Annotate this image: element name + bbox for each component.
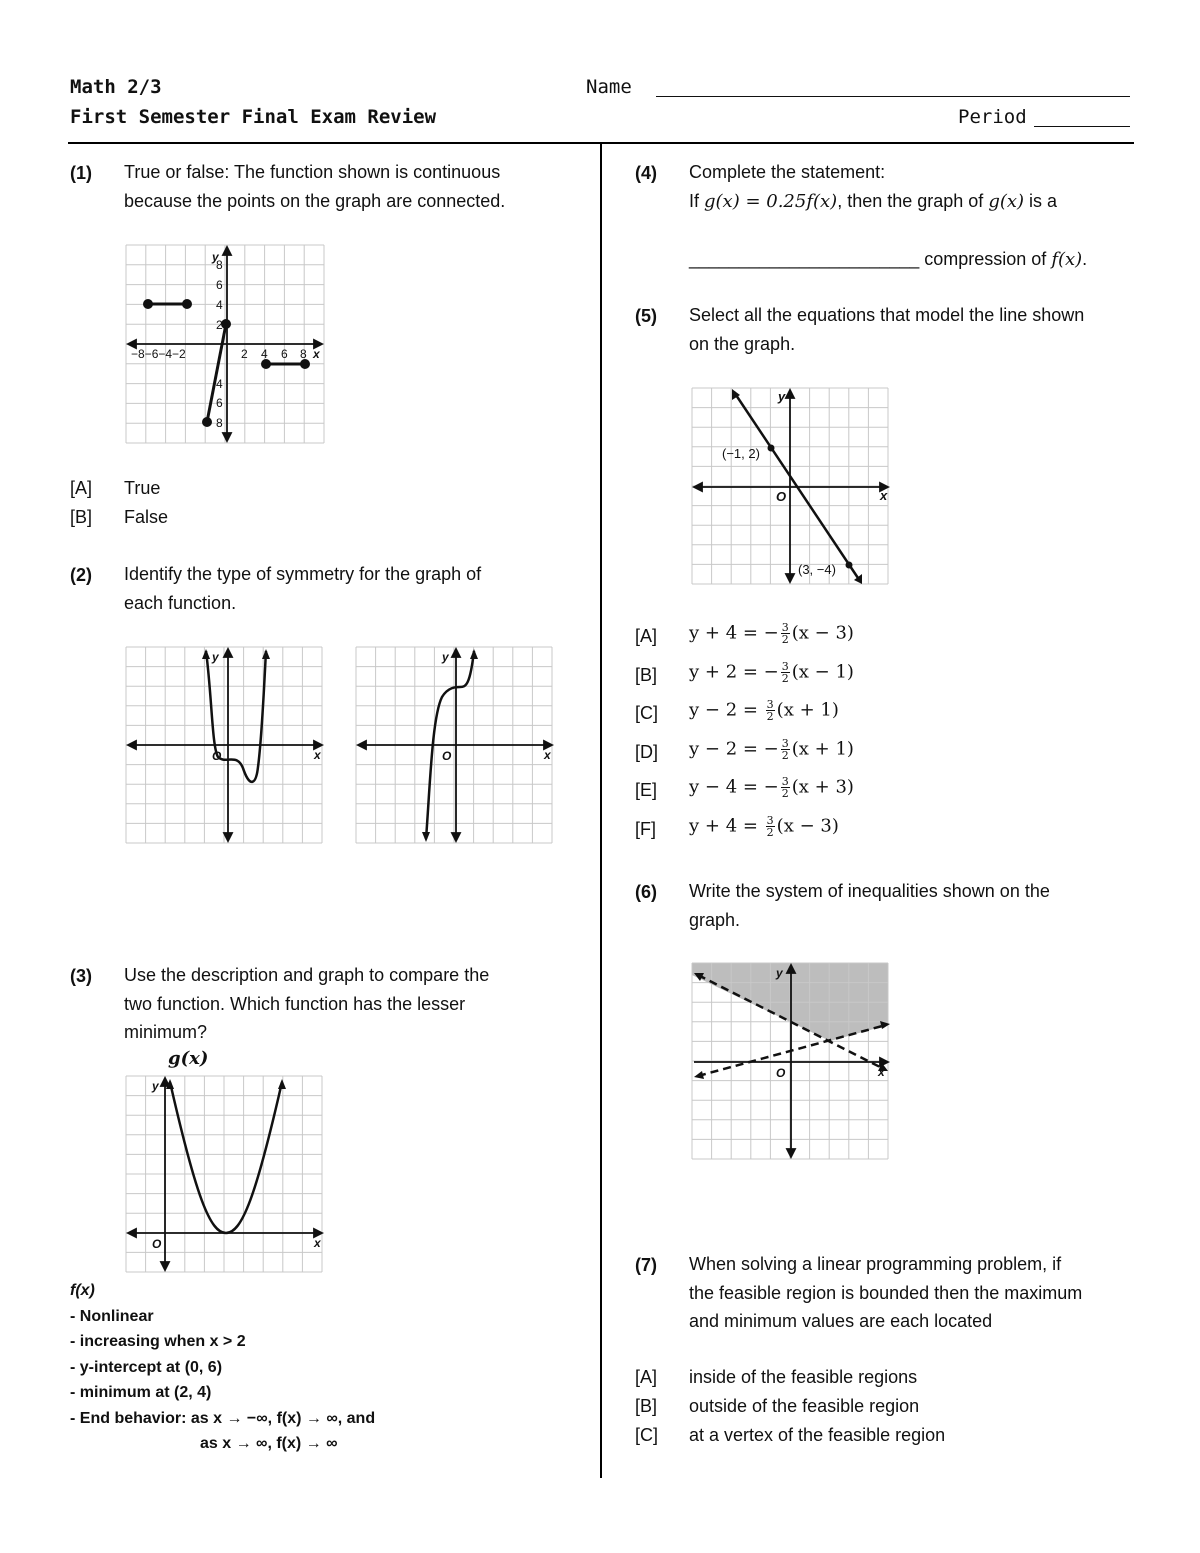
choice-letter[interactable]: [C]: [635, 703, 659, 723]
q5-graph: [692, 388, 892, 586]
fraction: $\frac{3}{2}$: [766, 813, 774, 839]
fraction: $\frac{3}{2}$: [781, 659, 789, 685]
tick-label: 6: [281, 347, 288, 361]
tick-label: 8: [300, 347, 307, 361]
y-axis-label: y: [212, 250, 219, 264]
fraction: $\frac{3}{2}$: [781, 775, 789, 800]
choice-letter[interactable]: [C]: [635, 1425, 659, 1445]
choice-equation[interactable]: y − 2 = − $\frac{3}{2}$ (x + 1): [689, 736, 854, 762]
choice-letter[interactable]: [B]: [635, 1396, 658, 1416]
f-description: [70, 1278, 375, 1457]
question-text: Write the system of inequalities shown on the graph.: [689, 881, 1050, 930]
choice-letter[interactable]: [E]: [635, 780, 658, 800]
tick-label: 4: [216, 298, 223, 312]
choice-text[interactable]: True: [124, 478, 161, 498]
choice-equation[interactable]: y − 4 = − $\frac{3}{2}$ (x + 3): [689, 775, 854, 800]
tick-label: 4: [261, 347, 268, 361]
choice-letter[interactable]: [B]: [635, 664, 658, 685]
question-text: Select all the equations that model the line shown on the graph.: [689, 305, 1085, 354]
fraction: $\frac{3}{2}$: [766, 698, 774, 723]
x-axis-label: x: [314, 748, 321, 762]
choice-letter[interactable]: [A]: [635, 626, 658, 646]
choice-equation[interactable]: y + 2 = − $\frac{3}{2}$ (x − 1): [689, 659, 854, 685]
point-label: (3, −4): [798, 562, 836, 577]
choice-equation[interactable]: y − 2 = $\frac{3}{2}$ (x + 1): [689, 698, 839, 723]
q3-graph: [126, 1076, 326, 1274]
origin-label: O: [152, 1237, 162, 1251]
parabola: [170, 1082, 282, 1233]
course-title: Math 2/3: [70, 76, 162, 98]
choice-letter[interactable]: [A]: [635, 1367, 658, 1387]
g-label: g(x): [168, 1048, 209, 1069]
question-number: (7): [635, 1255, 657, 1275]
f-label: f(x): [70, 1282, 95, 1299]
q5-choice[interactable]: [635, 815, 1035, 847]
x-axis-label: x: [314, 1236, 321, 1250]
question-number: (5): [635, 306, 657, 326]
question-number: (6): [635, 882, 657, 902]
f-item: - y-intercept at (0, 6): [70, 1358, 223, 1376]
choice-letter[interactable]: [B]: [70, 507, 93, 527]
name-label: Name: [586, 76, 632, 98]
choice-text[interactable]: at a vertex of the feasible region: [689, 1425, 946, 1445]
tick-label: 2: [241, 347, 248, 361]
question-statement: If g(x) = 0.25f(x), then the graph of g(x) is a: [689, 191, 1058, 212]
q5-choice[interactable]: [635, 661, 1035, 693]
origin-label: O: [776, 489, 787, 504]
f-item: - minimum at (2, 4): [70, 1384, 212, 1401]
y-axis-label: y: [442, 650, 449, 664]
tick-label: 8: [216, 258, 223, 272]
origin-label: O: [776, 1066, 786, 1080]
x-axis-label: x: [544, 748, 551, 762]
f-item: - Nonlinear: [70, 1307, 154, 1325]
y-axis-label: y: [776, 966, 783, 980]
choice-text[interactable]: False: [124, 507, 169, 527]
y-axis-label: y: [152, 1079, 159, 1093]
choice-letter[interactable]: [D]: [635, 741, 659, 762]
question-text: Complete the statement:: [689, 162, 886, 182]
tick-label: 2: [216, 318, 223, 332]
answer-blank-line[interactable]: _______________________ compression of f(x).: [689, 249, 1088, 270]
question-number: (1): [70, 163, 92, 183]
q1-graph: [126, 245, 326, 445]
x-axis-label: x: [878, 1065, 885, 1079]
fraction: $\frac{3}{2}$: [781, 621, 789, 646]
choice-letter[interactable]: [A]: [70, 478, 93, 498]
period-label: Period: [958, 106, 1027, 128]
q2-graph-left: [126, 647, 326, 845]
question-text: When solving a linear programming problem, if the feasible region is bounded then the maximum and minimum values are each located: [689, 1254, 1083, 1331]
q5-choice[interactable]: [635, 622, 1035, 654]
tick-label: 8: [216, 416, 223, 430]
choice-equation[interactable]: y + 4 = − $\frac{3}{2}$ (x − 3): [689, 621, 854, 646]
name-field[interactable]: [656, 96, 1130, 97]
x-axis-label: x: [313, 347, 320, 361]
tick-label: 6: [216, 396, 223, 410]
q5-choice[interactable]: [635, 699, 1035, 731]
y-axis-label: y: [778, 389, 786, 404]
origin-label: O: [212, 749, 222, 763]
column-divider: [600, 143, 602, 1478]
question-text: True or false: The function shown is continuous because the points on the graph are connected.: [124, 162, 506, 211]
f-item: as x → ∞, f(x) → ∞: [200, 1435, 338, 1452]
exam-subtitle: First Semester Final Exam Review: [70, 106, 437, 128]
q5-choice[interactable]: [635, 776, 1035, 808]
f-item: - End behavior: as x → −∞, f(x) → ∞, and: [70, 1409, 376, 1427]
choice-text[interactable]: inside of the feasible regions: [689, 1367, 918, 1387]
origin-label: O: [442, 749, 452, 763]
question-text: Use the description and graph to compare the two function. Which function has the lesser minimum?: [124, 965, 490, 1042]
question-number: (2): [70, 565, 92, 585]
point-label: (−1, 2): [722, 446, 760, 461]
choice-equation[interactable]: y + 4 = $\frac{3}{2}$ (x − 3): [689, 813, 839, 839]
tick-label: 4: [216, 377, 223, 391]
question-number: (3): [70, 966, 92, 986]
q2-graph-right: [356, 647, 556, 845]
f-item: - increasing when x > 2: [70, 1333, 246, 1350]
question-number: (4): [635, 163, 657, 183]
q5-choice[interactable]: [635, 738, 1035, 770]
tick-label: −8−6−4−2: [131, 347, 186, 361]
tick-label: 6: [216, 278, 223, 292]
choice-letter[interactable]: [F]: [635, 818, 656, 839]
q6-graph: [692, 963, 892, 1161]
fraction: $\frac{3}{2}$: [781, 736, 789, 762]
period-field[interactable]: [1034, 126, 1130, 127]
x-axis-label: x: [880, 488, 888, 503]
question-text: Identify the type of symmetry for the graph of each function.: [124, 564, 482, 613]
choice-text[interactable]: outside of the feasible region: [689, 1396, 920, 1416]
y-axis-label: y: [212, 650, 219, 664]
